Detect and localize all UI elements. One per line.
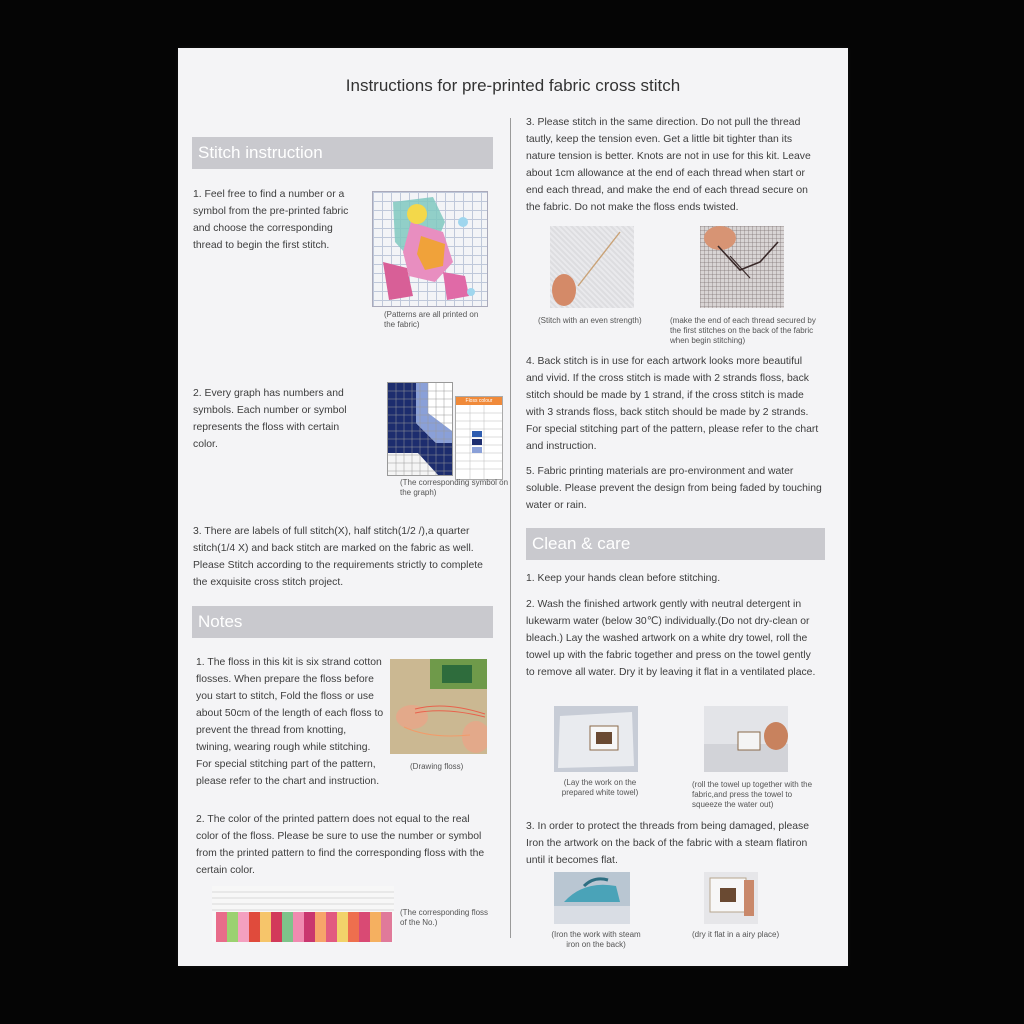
floss-number-card-photo <box>212 886 394 942</box>
notes-step-1: 1. The floss in this kit is six strand cotton flosses. When prepare the floss before you start to stitch, Fold the floss or use about 50cm of the length of each floss to prevent the thread from knotting, twining, wearing rough while stitching. For special stitching part of the pattern, please refer to the chart and instruction. <box>196 657 384 787</box>
stitch-step-2: 2. Every graph has numbers and symbols. Each number or symbol represents the floss with certain color. <box>193 388 347 450</box>
symbol-graph-image <box>387 382 453 476</box>
column-divider <box>510 118 511 938</box>
floss-legend-heading: Floss colour <box>456 397 502 405</box>
dry-flat-photo <box>704 872 758 924</box>
section-header-clean: Clean & care <box>526 528 825 560</box>
stitch-step-5: 5. Fabric printing materials are pro-environment and water soluble. Please prevent the design from being faded by touching water or rain. <box>526 466 822 511</box>
lay-towel-caption: (Lay the work on the prepared white towel) <box>561 778 639 797</box>
lay-towel-photo <box>554 706 638 772</box>
floss-number-card-caption: (The corresponding floss of the No.) <box>400 908 489 927</box>
pattern-illustration <box>373 192 487 306</box>
symbol-graph-illustration <box>388 383 452 475</box>
section-header-stitch: Stitch instruction <box>192 137 493 169</box>
stitch-step-1: 1. Feel free to find a number or a symbol from the pre-printed fabric and choose the corresponding thread to begin the first stitch. <box>193 189 349 251</box>
instruction-sheet <box>178 48 848 966</box>
section-header-notes: Notes <box>192 606 493 638</box>
floss-number-card-illustration <box>212 886 394 942</box>
steam-iron-photo <box>554 872 630 924</box>
stitch-step-3: 3. There are labels of full stitch(X), half stitch(1/2 /),a quarter stitch(1/4 X) and back stitch are marked on the fabric as well. Please Stitch according to the requirements strictly to complete the exquisite cross stitch project. <box>193 526 483 588</box>
secure-thread-caption: (make the end of each thread secured by the first stitches on the back of the fabric when begin stitching) <box>670 316 816 345</box>
clean-step-1: 1. Keep your hands clean before stitching. <box>526 573 721 584</box>
steam-iron-illustration <box>554 872 630 924</box>
secure-thread-illustration <box>700 226 784 308</box>
stitch-step-3-direction: 3. Please stitch in the same direction. Do not pull the thread tautly, keep the tension even. Get a little bit tighter than its nature tension is better. Knots are not in use for this kit. Leave about 1cm allowance at the end of each thread when start or end each thread, and make the end of each thread secure on the fabric. Do not make the floss ends twisted. <box>526 117 811 213</box>
steam-iron-caption: (Iron the work with steam iron on the back) <box>551 930 641 949</box>
clean-step-3: 3. In order to protect the threads from being damaged, please Iron the artwork on the back of the fabric with a steam flatiron until it becomes flat. <box>526 821 810 866</box>
drawing-floss-caption: (Drawing floss) <box>410 762 464 771</box>
notes-step-2: 2. The color of the printed pattern does not equal to the real color of the floss. Please be sure to use the number or symbol from the printed pattern to find the corresponding floss with the certain color. <box>196 814 485 876</box>
secure-thread-photo <box>700 226 784 308</box>
roll-towel-photo <box>704 706 788 772</box>
stitch-step-4: 4. Back stitch is in use for each artwork looks more beautiful and vivid. If the cross stitch is made with 2 strands floss, back stitch should be made by 1 strand, if the cross stitch is made with 3 strands floss, back stitch should be made by 2 strands. For special stitching part of the pattern, please refer to the chart and instruction. <box>526 356 819 452</box>
floss-legend-table <box>456 405 502 479</box>
even-strength-illustration <box>550 226 634 308</box>
dry-flat-caption: (dry it flat in a airy place) <box>692 930 780 939</box>
even-strength-photo <box>550 226 634 308</box>
pattern-image <box>372 191 488 307</box>
floss-legend-image <box>455 396 503 480</box>
drawing-floss-photo <box>390 659 487 754</box>
dry-flat-illustration <box>704 872 758 924</box>
symbol-graph-caption: (The corresponding symbol on the graph) <box>400 478 509 497</box>
roll-towel-caption: (roll the towel up together with the fabric,and press the towel to squeeze the water out) <box>692 780 813 809</box>
drawing-floss-illustration <box>390 659 487 754</box>
clean-step-2: 2. Wash the finished artwork gently with neutral detergent in lukewarm water (below 30℃) individually.(Do not dry-clean or bleach.) Lay the washed artwork on a white dry towel, roll the towel up with the fabric together and press on the towel gently to remove all water. Dry it by leaving it flat in a ventilated place. <box>526 599 816 678</box>
even-strength-caption: (Stitch with an even strength) <box>538 316 642 325</box>
lay-towel-illustration <box>554 706 638 772</box>
pattern-caption: (Patterns are all printed on the fabric) <box>384 310 479 329</box>
sheet-title: Instructions for pre-printed fabric cross stitch <box>345 76 681 95</box>
roll-towel-illustration <box>704 706 788 772</box>
